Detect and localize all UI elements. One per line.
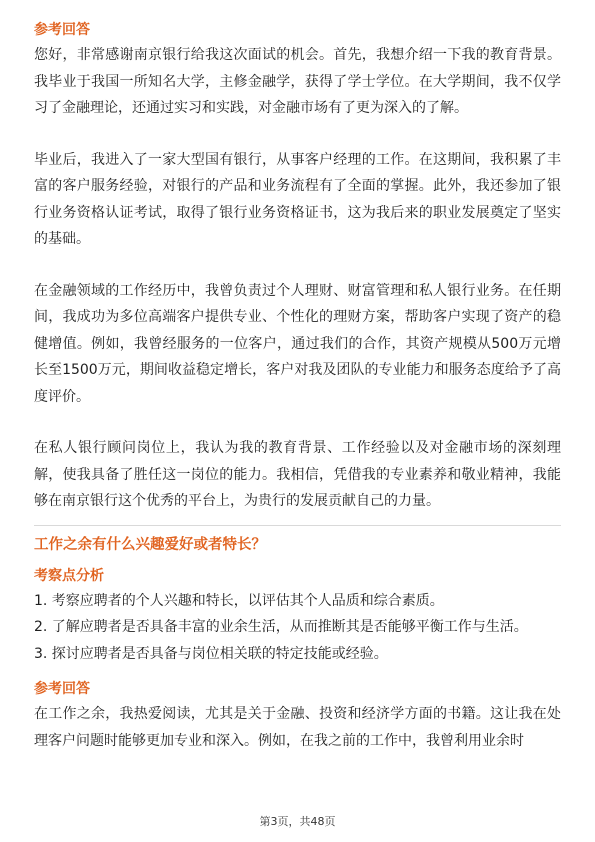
- answer-label: 参考回答: [34, 22, 90, 38]
- analysis-list: [34, 588, 561, 668]
- analysis-item: 3. 探讨应聘者是否具备与岗位相关联的特定技能或经验。: [34, 645, 388, 662]
- answer-paragraph: 您好，非常感谢南京银行给我这次面试的机会。首先，我想介绍一下我的教育背景。我毕业于我国一所知名大学，主修金融学，获得了学士学位。在大学期间，我不仅学习了金融理论，还通过实习和实践，对金融市场有了更为深入的了解。: [34, 47, 561, 116]
- question-heading: 工作之余有什么兴趣爱好或者特长？: [34, 536, 266, 553]
- analysis-item: 1. 考察应聘者的个人兴趣和特长，以评估其个人品质和综合素质。: [34, 592, 444, 609]
- page-number: 第3页，共48页: [259, 815, 336, 828]
- section-divider: [34, 525, 561, 526]
- answer-paragraph: 毕业后，我进入了一家大型国有银行，从事客户经理的工作。在这期间，我积累了丰富的客户服务经验，对银行的产品和业务流程有了全面的掌握。此外，我还参加了银行业务资格认证考试，取得了银行业务资格证书，这为我后来的职业发展奠定了坚实的基础。: [34, 151, 561, 247]
- answer-paragraph: 在金融领域的工作经历中，我曾负责过个人理财、财富管理和私人银行业务。在任期间，我成功为多位高端客户提供专业、个性化的理财方案，帮助客户实现了资产的稳健增值。例如，我曾经服务的一位客户，通过我们的合作，其资产规模从500万元增长至1500万元，期间收益稳定增长，客户对我及团队的专业能力和服务态度给予了高度评价。: [34, 282, 561, 405]
- answer-paragraph: 在私人银行顾问岗位上，我认为我的教育背景、工作经验以及对金融市场的深刻理解，使我具备了胜任这一岗位的能力。我相信，凭借我的专业素养和敬业精神，我能够在南京银行这个优秀的平台上，为贵行的发展贡献自己的力量。: [34, 440, 561, 509]
- answer-paragraph: 在工作之余，我热爱阅读，尤其是关于金融、投资和经济学方面的书籍。这让我在处理客户问题时能够更加专业和深入。例如，在我之前的工作中，我曾利用业余时: [34, 706, 561, 749]
- page-content: [34, 20, 561, 779]
- analysis-label: 考察点分析: [34, 567, 104, 584]
- analysis-item: 2. 了解应聘者是否具备丰富的业余生活，从而推断其是否能够平衡工作与生活。: [34, 619, 528, 635]
- answer-label: 参考回答: [34, 681, 90, 697]
